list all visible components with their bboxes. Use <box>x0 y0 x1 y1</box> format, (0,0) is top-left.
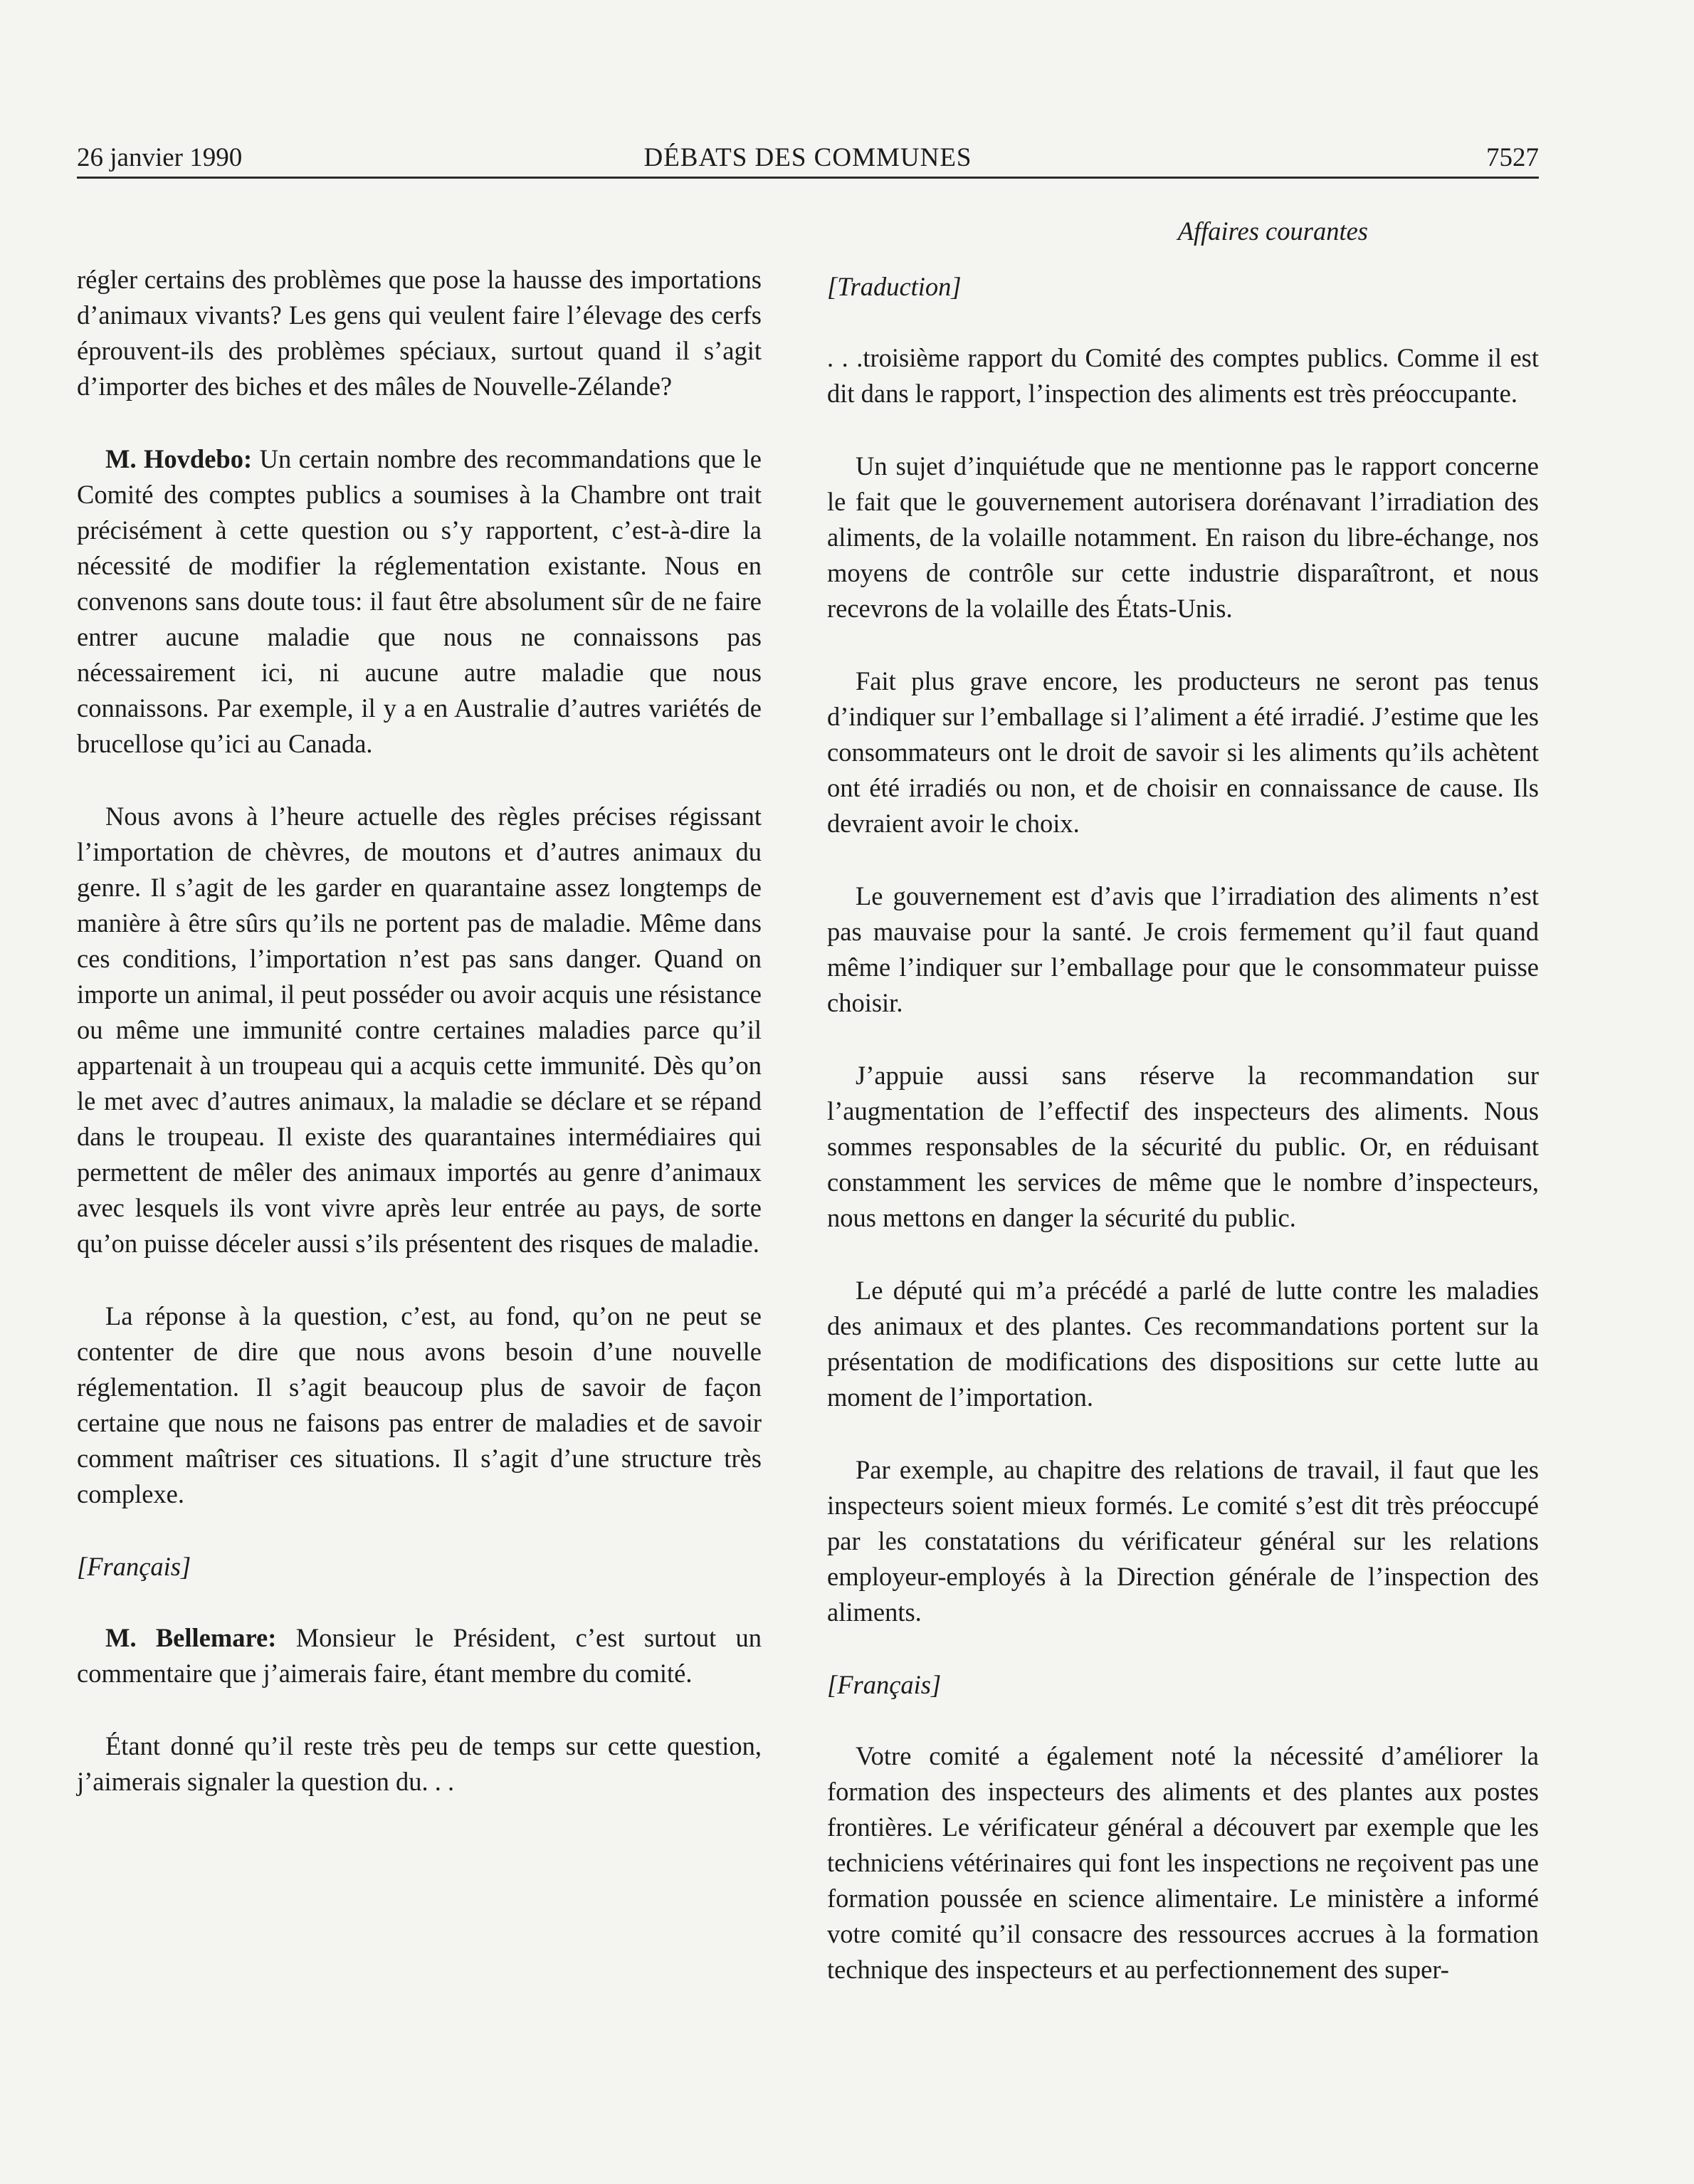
paragraph: Le député qui m’a précédé a parlé de lutte contre les maladies des animaux et des plantes. Ces recommandations portent sur la présentation de modifications des dispositions sur cette lutte au moment de l’importation. <box>827 1276 1539 1412</box>
header-date: 26 janvier 1990 <box>77 143 243 172</box>
speaker-name: M. Hovdebo: <box>105 444 253 473</box>
paragraph: régler certains des problèmes que pose la hausse des importations d’animaux vivants? Les gens qui veulent faire l’élevage des cerfs éprouvent-ils des problèmes spéciaux, surtout quand il s’agit d’importer des biches et des mâles de Nouvelle-Zélande? <box>77 265 762 401</box>
paragraph: Fait plus grave encore, les producteurs ne seront pas tenus d’indiquer sur l’emballage si l’aliment a été irradié. J’estime que les consommateurs ont le droit de savoir si les aliments qu’ils achètent ont été irradiés ou non, et de choisir en connaissance de cause. Ils devraient avoir le choix. <box>827 666 1539 838</box>
speech-text: Un certain nombre des recommandations que le Comité des comptes publics a soumises à la Chambre ont trait précisément à cette question ou s’y rapportent, c’est-à-dire la nécessité de modifier la réglementation existante. Nous en convenons sans doute tous: il faut être absolument sûr de ne faire entrer aucune maladie que nous ne connaissons pas nécessairement ici, ni aucune autre maladie que nous connaissons. Par exemple, il y a en Australie d’autres variétés de brucellose qu’ici au Canada. <box>77 444 762 758</box>
speaker-name: M. Bellemare: <box>105 1623 277 1652</box>
left-column <box>77 262 762 1800</box>
paragraph: Votre comité a également noté la nécessité d’améliorer la formation des inspecteurs des aliments et des plantes aux postes frontières. Le vérificateur général a découvert par exemple que les techniciens vétérinaires qui font les inspections ne reçoivent pas une formation poussée en science alimentaire. Le ministère a informé votre comité qu’il consacre des ressources accrues à la formation technique des inspecteurs et au perfectionnement des super- <box>827 1741 1539 1984</box>
paragraph: La réponse à la question, c’est, au fond, qu’on ne peut se contenter de dire que nous avons besoin d’une nouvelle réglementation. Il s’agit beaucoup plus de savoir de façon certaine que nous ne faisons pas entrer de maladies et de savoir comment maîtriser ces situations. Il s’agit d’une structure très complexe. <box>77 1301 762 1508</box>
paragraph: Le gouvernement est d’avis que l’irradiation des aliments n’est pas mauvaise pour la santé. Je crois fermement qu’il faut quand même l’indiquer sur l’emballage pour que le consommateur puisse choisir. <box>827 881 1539 1017</box>
paragraph: Étant donné qu’il reste très peu de temps sur cette question, j’aimerais signaler la question du. . . <box>77 1731 762 1796</box>
language-marker: [Français] <box>827 1670 942 1699</box>
running-head: Affaires courantes <box>1177 216 1368 246</box>
page-number: 7527 <box>1486 143 1539 172</box>
paragraph: J’appuie aussi sans réserve la recommandation sur l’augmentation de l’effectif des inspecteurs des aliments. Nous sommes responsables de la sécurité du public. Or, en réduisant constamment les services de même que le nombre d’inspecteurs, nous mettons en danger la sécurité du public. <box>827 1061 1539 1232</box>
header-title: DÉBATS DES COMMUNES <box>643 143 972 172</box>
paragraph: . . .troisième rapport du Comité des comptes publics. Comme il est dit dans le rapport, l’inspection des aliments est très préoccupante. <box>827 343 1539 408</box>
paragraph <box>77 1620 762 1691</box>
language-marker: [Traduction] <box>827 272 962 301</box>
paragraph <box>77 441 762 762</box>
language-marker: [Français] <box>77 1552 191 1581</box>
page-header <box>77 140 1539 179</box>
paragraph: Nous avons à l’heure actuelle des règles précises régissant l’importation de chèvres, de moutons et d’autres animaux du genre. Il s’agit de les garder en quarantaine assez longtemps de manière à être sûrs qu’ils ne portent pas de maladie. Même dans ces conditions, l’importation n’est pas sans danger. Quand on importe un animal, il peut posséder ou avoir acquis une résistance ou même une immunité contre certaines maladies parce qu’il appartenait à un troupeau qui a acquis cette immunité. Dès qu’on le met avec d’autres animaux, la maladie se déclare et se répand dans le troupeau. Il existe des quarantaines intermédiaires qui permettent de mêler des animaux importés au genre d’animaux avec lesquels ils vont vivre après leur entrée au pays, de sorte qu’on puisse déceler aussi s’ils présentent des risques de maladie. <box>77 802 762 1258</box>
paragraph: Un sujet d’inquiétude que ne mentionne pas le rapport concerne le fait que le gouvernement autorisera dorénavant l’irradiation des aliments, de la volaille notamment. En raison du libre-échange, nos moyens de contrôle sur cette industrie disparaîtront, et nous recevrons de la volaille des États-Unis. <box>827 451 1539 623</box>
right-column <box>827 214 1539 1988</box>
speech-text: Monsieur le Président, c’est surtout un commentaire que j’aimerais faire, étant membre du comité. <box>77 1623 762 1688</box>
paragraph: Par exemple, au chapitre des relations de travail, il faut que les inspecteurs soient mieux formés. Le comité s’est dit très préoccupé par les constatations du vérificateur général sur les relations employeur-employés à la Direction générale de l’inspection des aliments. <box>827 1455 1539 1627</box>
